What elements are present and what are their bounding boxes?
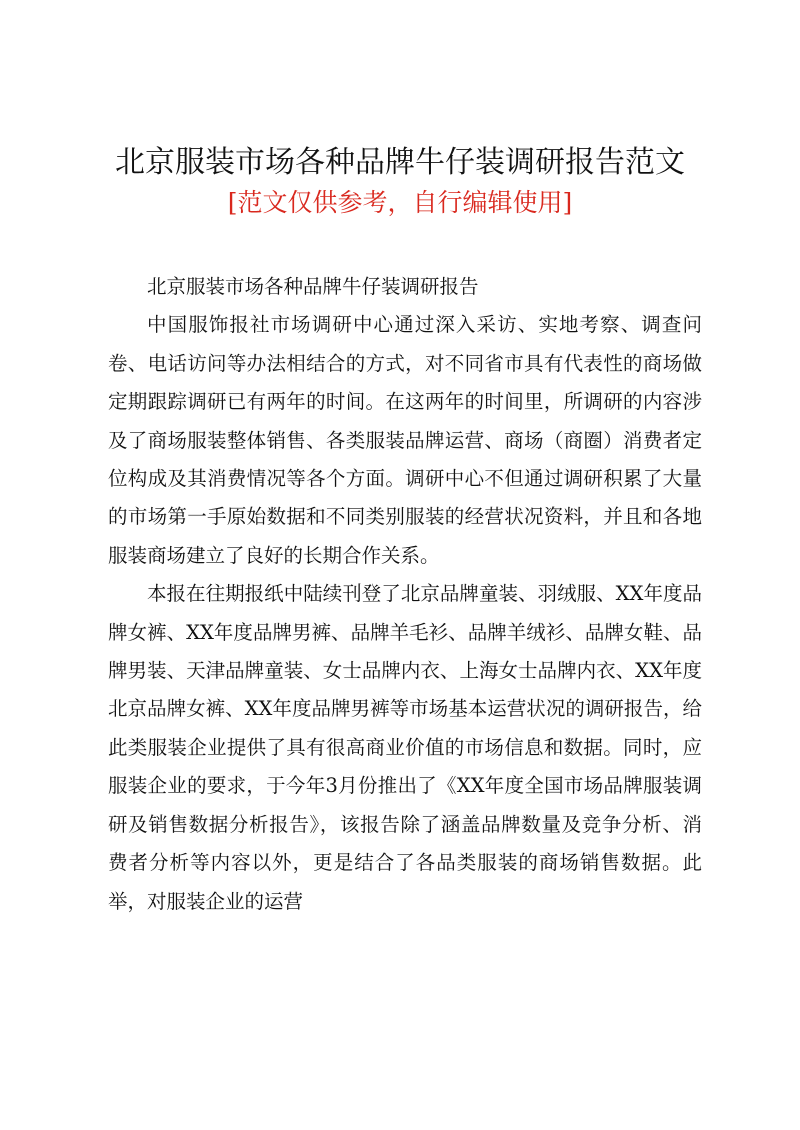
document-subtitle: [范文仅供参考，自行编辑使用]	[227, 188, 573, 217]
document-title: 北京服装市场各种品牌牛仔装调研报告范文	[115, 145, 685, 180]
document-body	[108, 268, 702, 921]
paragraph-heading: 北京服装市场各种品牌牛仔装调研报告	[147, 275, 479, 298]
paragraph: 本报在往期报纸中陆续刊登了北京品牌童装、羽绒服、XX年度品牌女裤、XX年度品牌男裤、品牌羊毛衫、品牌羊绒衫、品牌女鞋、品牌男装、天津品牌童装、女士品牌内衣、上海女士品牌内衣、XX年度北京品牌女裤、XX年度品牌男裤等市场基本运营状况的调研报告，给此类服装企业提供了具有很高商业价值的市场信息和数据。同时，应服装企业的要求，于今年3月份推出了《XX年度全国市场品牌服装调研及销售数据分析报告》，该报告除了涵盖品牌数量及竞争分析、消费者分析等内容以外，更是结合了各品类服装的商场销售数据。此举，对服装企业的运营	[108, 582, 702, 913]
paragraph: 中国服饰报社市场调研中心通过深入采访、实地考察、调查问卷、电话访问等办法相结合的方式，对不同省市具有代表性的商场做定期跟踪调研已有两年的时间。在这两年的时间里，所调研的内容涉及了商场服装整体销售、各类服装品牌运营、商场（商圈）消费者定位构成及其消费情况等各个方面。调研中心不但通过调研积累了大量的市场第一手原始数据和不同类别服装的经营状况资料，并且和各地服装商场建立了良好的长期合作关系。	[108, 313, 702, 567]
